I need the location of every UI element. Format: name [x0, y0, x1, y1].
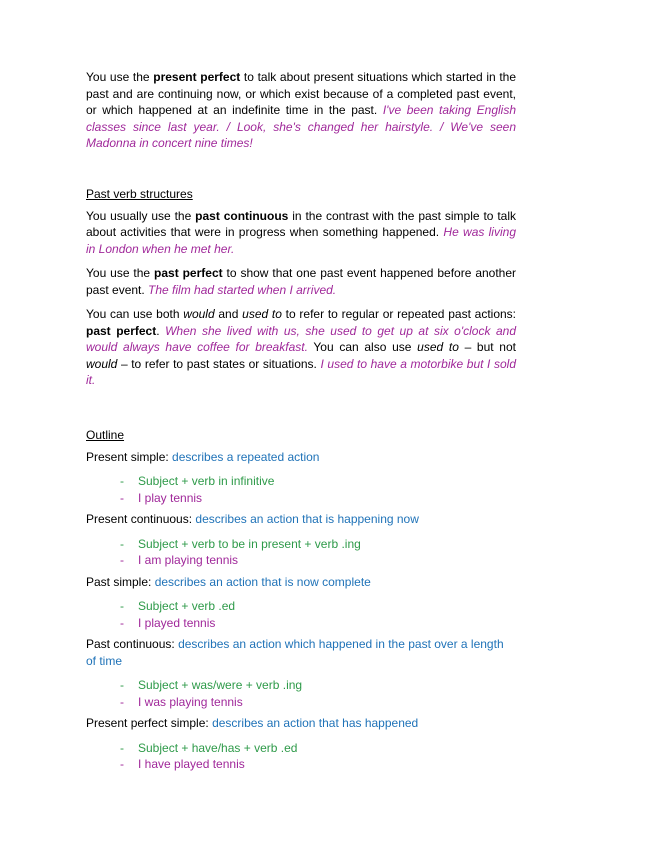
dash-bullet-icon: -: [120, 553, 124, 567]
example-text: I've been taking English classes since last year. / Look, she's changed her hairstyle. / We've seen Madonna in concert nine times!: [86, 103, 516, 150]
rule-item-text: Subject + have/has + verb .ed: [138, 740, 298, 755]
term-past-perfect: past perfect: [86, 323, 157, 338]
dash-bullet-icon: -: [120, 599, 124, 613]
outline-tense-line: [86, 636, 516, 669]
rule-item: [86, 473, 516, 490]
tense-description: describes an action which happened in the past over a length of time: [86, 637, 504, 668]
term-would: would: [183, 307, 215, 321]
text: in the contrast with the past simple to talk about activities that were in progress when something happened.: [86, 208, 517, 239]
example-item: [86, 615, 516, 632]
example-item-text: I played tennis: [138, 615, 216, 630]
outline-tense-line: [86, 449, 516, 466]
tense-description: describes an action that is happening now: [195, 512, 419, 526]
example-text: When she lived with us, she used to get up at six o'clock and would always have coffee for breakfast.: [86, 323, 516, 354]
dash-bullet-icon: -: [120, 615, 124, 630]
section-heading-outline: Outline: [86, 427, 125, 442]
bullet-list: [86, 740, 516, 773]
section-heading-past-verb-structures: Past verb structures: [86, 186, 193, 201]
example-text: I used to have a motorbike but I sold it.: [86, 356, 516, 387]
example-item: [86, 694, 516, 711]
bullet-list: [86, 598, 516, 631]
example-item: [86, 490, 516, 507]
dash-bullet-icon: -: [120, 678, 124, 692]
text: .: [156, 323, 166, 338]
tense-label: Past continuous:: [86, 637, 179, 651]
dash-bullet-icon: -: [120, 740, 124, 755]
outline-tense-line: [86, 511, 516, 528]
dash-bullet-icon: -: [120, 490, 124, 505]
outline-tense-line: [86, 574, 516, 591]
text: You can use both: [86, 307, 184, 321]
text: You use the: [86, 70, 154, 84]
tense-description: describes an action that has happened: [212, 716, 419, 730]
example-item: [86, 756, 516, 773]
rule-item: [86, 536, 516, 553]
term-used-to: used to: [242, 307, 282, 321]
text: and: [214, 307, 243, 321]
term-past-continuous: past continuous: [195, 208, 289, 223]
term-used-to: used to: [417, 340, 459, 354]
example-item-text: I was playing tennis: [138, 694, 243, 709]
term-would: would: [86, 356, 118, 371]
example-item-text: I play tennis: [138, 490, 203, 505]
text: to talk about present situations which started in the past and are continuing now, or which exist because of a completed past event, or which happened at an indefinite time in the past.: [86, 70, 517, 117]
bullet-list: [86, 473, 516, 506]
term-present-perfect: present perfect: [153, 70, 241, 84]
rule-item: [86, 740, 516, 757]
bullet-list: [86, 536, 516, 569]
example-text: He was living in London when he met her.: [86, 225, 516, 256]
example-item: [86, 552, 516, 569]
tense-description: describes a repeated action: [172, 449, 320, 464]
text: You use the: [86, 266, 155, 280]
tense-label: Present perfect simple:: [86, 716, 213, 730]
rule-item: [86, 677, 516, 694]
tense-label: Past simple:: [86, 574, 155, 589]
spacer: [86, 397, 516, 427]
rule-item-text: Subject + verb .ed: [138, 599, 236, 613]
bullet-list: [86, 677, 516, 710]
text: – but not: [458, 340, 516, 354]
dash-bullet-icon: -: [120, 474, 124, 488]
rule-item-text: Subject + verb in infinitive: [138, 474, 275, 488]
document-page: [86, 69, 516, 778]
spacer: [86, 160, 516, 186]
example-text: The film had started when I arrived.: [148, 282, 337, 297]
would-used-to-paragraph: [86, 306, 516, 389]
text: – to refer to past states or situations.: [117, 356, 321, 371]
tense-label: Present simple:: [86, 449, 173, 464]
outline-tense-line: [86, 715, 516, 732]
outline-list: [86, 449, 516, 773]
rule-item: [86, 598, 516, 615]
rule-item-text: Subject + was/were + verb .ing: [138, 678, 303, 692]
text: You usually use the: [86, 208, 196, 223]
text: You can also use: [307, 340, 418, 354]
term-past-perfect: past perfect: [154, 266, 223, 280]
dash-bullet-icon: -: [120, 757, 124, 771]
example-item-text: I am playing tennis: [138, 553, 239, 567]
tense-description: describes an action that is now complete: [154, 574, 371, 589]
dash-bullet-icon: -: [120, 536, 124, 551]
past-perfect-paragraph: [86, 265, 516, 298]
past-continuous-paragraph: [86, 208, 516, 258]
dash-bullet-icon: -: [120, 694, 124, 709]
text: to refer to regular or repeated past actions:: [281, 307, 516, 321]
rule-item-text: Subject + verb to be in present + verb .ing: [138, 536, 361, 551]
text: to show that one past event happened before another past event.: [86, 266, 517, 297]
example-item-text: I have played tennis: [138, 757, 245, 771]
tense-label: Present continuous:: [86, 512, 196, 526]
present-perfect-paragraph: [86, 69, 516, 152]
